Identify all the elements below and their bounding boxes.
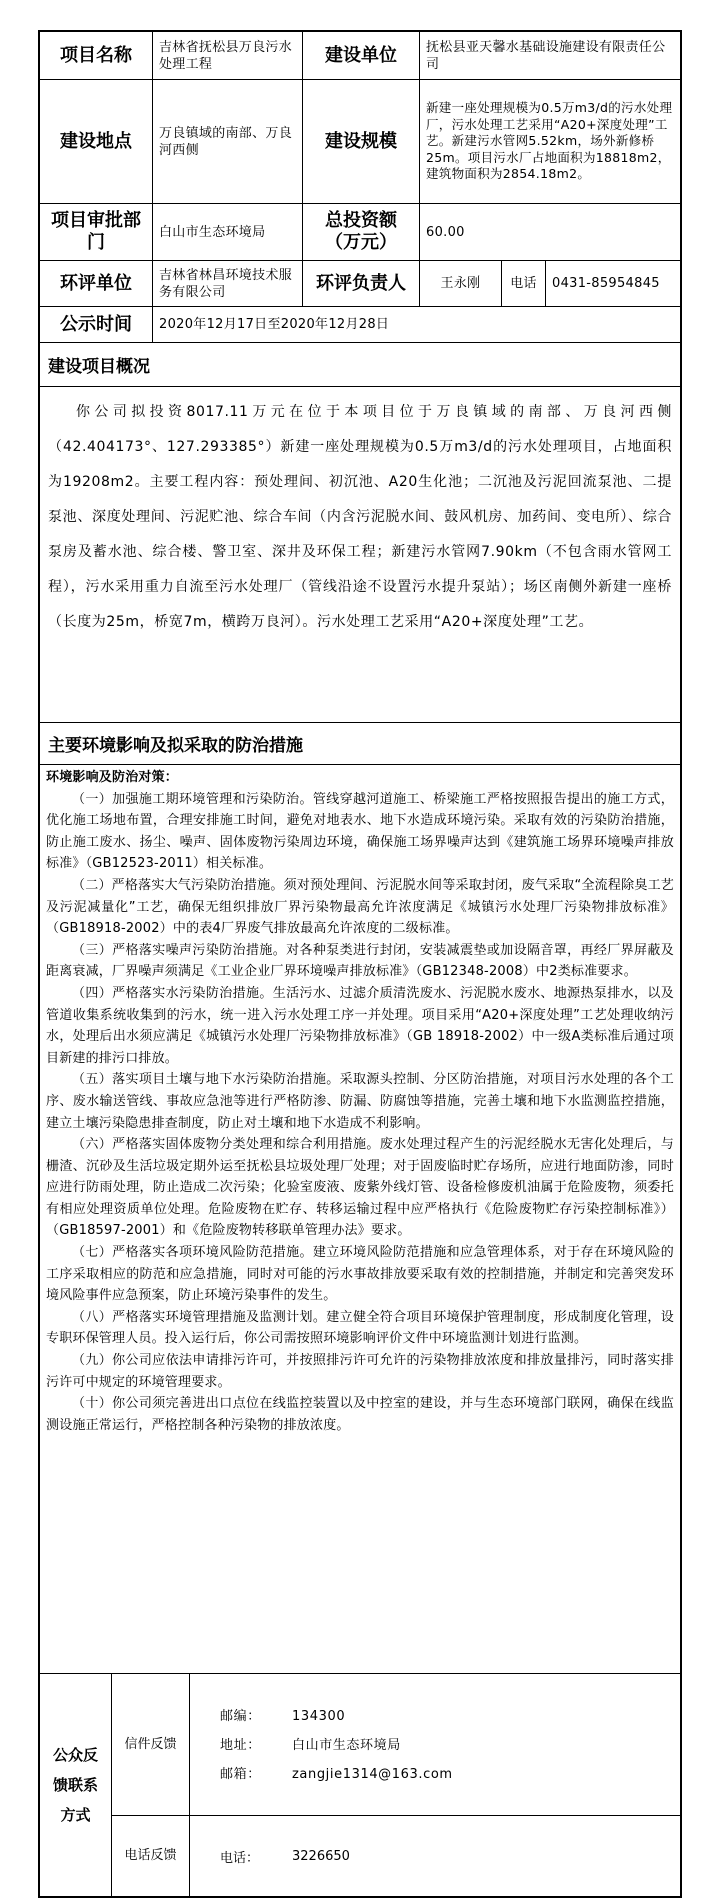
builder-label: 建设单位: [303, 32, 420, 79]
eia-unit-label: 环评单位: [40, 261, 153, 306]
location-value: 万良镇域的南部、万良河西侧: [153, 80, 303, 203]
eia-person-label: 环评负责人: [303, 261, 420, 306]
address-line: [220, 1731, 680, 1760]
period-label: 公示时间: [40, 307, 153, 342]
phone-feedback-label: 电话反馈: [112, 1816, 190, 1896]
contact-label: 公众反馈联系方式: [40, 1674, 112, 1896]
investment-value: 60.00: [426, 224, 465, 240]
measure-item: （十）你公司须完善进出口点位在线监控装置以及中控室的建设，并与生态环境部门联网，确保在线监测设施正常运行，严格控制各种污染物的排放浓度。: [46, 1396, 674, 1433]
scale-label: 建设规模: [303, 80, 420, 203]
email-value[interactable]: zangjie1314@163.com: [292, 1767, 453, 1782]
phone-feedback-info: [190, 1816, 680, 1896]
phone-label: 电话: [502, 261, 546, 306]
postcode-value: 134300: [292, 1709, 346, 1724]
project-name-value: 吉林省抚松县万良污水处理工程: [153, 32, 303, 79]
measure-item: （九）你公司应依法申请排污许可，并按照排污许可允许的污染物排放浓度和排放量排污，同时落实排污许可中规定的环境管理要求。: [46, 1353, 674, 1390]
letter-feedback-label: 信件反馈: [112, 1674, 190, 1816]
measure-item: （一）加强施工期环境管理和污染防治。管线穿越河道施工、桥梁施工严格按照报告提出的施工方式，优化施工场地布置，合理安排施工时间，避免对地表水、地下水造成环境污染。采取有效的污染防治措施，防止施工废水、扬尘、噪声、固体废物污染周边环境，确保施工场界噪声达到《建筑施工场界环境噪声排放标准》（GB12523-2011）相关标准。: [46, 791, 674, 872]
measure-item: （四）严格落实水污染防治措施。生活污水、过滤介质清洗废水、污泥脱水废水、地源热泵排水，以及管道收集系统收集到的污水，统一进入污水处理工序一并处理。项目采用“A20+深度处理”工艺处理收纳污水，处理后出水须应满足《城镇污水处理厂污染物排放标准》（GB 18918-2002）中一级A类标准后通过项目新建的排污口排放。: [46, 985, 674, 1066]
overview-heading: 建设项目概况: [40, 343, 680, 387]
scale-value: 新建一座处理规模为0.5万m3/d的污水处理厂，污水处理工艺采用“A20+深度处理”工艺。新建污水管网5.52km，场外新修桥25m。项目污水厂占地面积为18818m2，建筑物面积为2854.18m2。: [426, 100, 673, 182]
measure-item: （六）严格落实固体废物分类处理和综合利用措施。废水处理过程产生的污泥经脱水无害化处理后，与栅渣、沉砂及生活垃圾定期外运至抚松县垃圾处理厂处理；对于固废临时贮存场所，应进行地面防渗，同时应进行防雨处理，防止造成二次污染；化验室废液、废紫外线灯管、设备检修废机油属于危险废物，须委托有相应处理资质单位处理。危险废物在贮存、转移运输过程中应严格执行《危险废物贮存污染控制标准》）（GB18597-2001）和《危险废物转移联单管理办法》要求。: [46, 1137, 674, 1239]
postcode-line: [220, 1702, 680, 1731]
approval-label: 项目审批部门: [40, 204, 153, 260]
row-approval: [40, 204, 680, 261]
measure-item: （二）严格落实大气污染防治措施。须对预处理间、污泥脱水间等采取封闭，废气采取“全流程除臭工艺及污泥减量化”工艺，确保无组织排放厂界污染物最高允许浓度满足《城镇污水处理厂污染物排放标准》（GB18918-2002）中的表4厂界废气排放最高允许浓度的二级标准。: [46, 877, 674, 937]
measure-item: （三）严格落实噪声污染防治措施。对各种泵类进行封闭，安装减震垫或加设隔音罩，再经厂界屏蔽及距离衰减，厂界噪声须满足《工业企业厂界环境噪声排放标准》（GB12348-2008）中2类标准要求。: [46, 942, 674, 980]
email-line: [220, 1760, 680, 1789]
contact-phone-value: 3226650: [292, 1848, 350, 1864]
investment-label: 总投资额（万元）: [303, 204, 420, 260]
period-value: 2020年12月17日至2020年12月28日: [159, 317, 390, 332]
overview-text: 你公司拟投资8017.11万元在位于本项目位于万良镇域的南部、万良河西侧（42.404173°、127.293385°）新建一座处理规模为0.5万m3/d的污水处理项目，占地面积为19208m2。主要工程内容：预处理间、初沉池、A20生化池；二沉池及污泥回流泵池、二提泵池、深度处理间、污泥贮池、综合车间（内含污泥脱水间、鼓风机房、加药间、变电所）、综合泵房及蓄水池、综合楼、警卫室、深井及环保工程；新建污水管网7.90km（不包含雨水管网工程），污水采用重力自流至污水处理厂（管线沿途不设置污水提升泵站）；场区南侧外新建一座桥（长度为25m，桥宽7m，横跨万良河）。污水处理工艺采用“A20+深度处理”工艺。: [40, 387, 680, 723]
phone-value: 0431-85954845: [552, 276, 660, 291]
measure-item: （八）严格落实环境管理措施及监测计划。建立健全符合项目环境保护管理制度，形成制度化管理，设专职环保管理人员。投入运行后，你公司需按照环境影响评价文件中环境监测计划进行监测。: [46, 1309, 674, 1347]
measures-heading: 主要环境影响及拟采取的防治措施: [40, 723, 680, 765]
location-label: 建设地点: [40, 80, 153, 203]
row-project-name: [40, 32, 680, 80]
email-label: 邮箱：: [220, 1767, 261, 1782]
postcode-label: 邮编：: [220, 1709, 261, 1724]
contact-phone-label: 电话：: [220, 1850, 260, 1866]
address-value: 白山市生态环境局: [292, 1738, 401, 1753]
address-label: 地址：: [220, 1738, 261, 1753]
eia-announcement-table: [38, 30, 682, 1898]
measure-item: （七）严格落实各项环境风险防范措施。建立环境风险防范措施和应急管理体系，对于存在环境风险的工序采取相应的防范和应急措施，同时对可能的污水事故排放要采取有效的控制措施，并制定和完善突发环境风险事件应急预案，防止环境污染事件的发生。: [46, 1245, 674, 1304]
measures-sub-heading: 环境影响及防治对策：: [46, 770, 179, 785]
row-eia-unit: [40, 261, 680, 307]
row-location: [40, 80, 680, 204]
letter-feedback-info: [190, 1674, 680, 1816]
builder-value: 抚松县亚天馨水基础设施建设有限责任公司: [426, 39, 666, 72]
approval-value: 白山市生态环境局: [153, 204, 303, 260]
measures-section: [40, 765, 680, 1674]
row-period: [40, 307, 680, 343]
eia-unit-value: 吉林省林昌环境技术服务有限公司: [153, 261, 303, 306]
measure-item: （五）落实项目土壤与地下水污染防治措施。采取源头控制、分区防治措施，对项目污水处理的各个工序、废水输送管线、事故应急池等进行严格防渗、防漏、防腐蚀等措施，完善土壤和地下水监测监控措施，建立土壤污染隐患排查制度，防止对土壤和地下水造成不利影响。: [46, 1072, 674, 1131]
project-name-label: 项目名称: [40, 32, 153, 79]
eia-person-value: 王永刚: [420, 261, 502, 306]
